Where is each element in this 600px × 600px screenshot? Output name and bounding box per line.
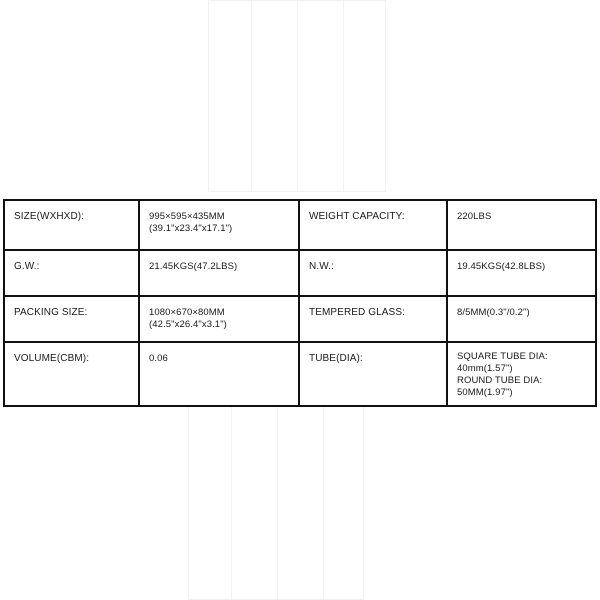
net-weight-value: 19.45KGS(42.8LBS) [447,250,596,296]
volume-value: 0.06 [139,342,299,406]
packing-size-label: PACKING SIZE: [4,296,139,342]
tempered-glass-label: TEMPERED GLASS: [299,296,447,342]
specification-table [3,199,597,407]
gross-weight-value: 21.45KGS(47.2LBS) [139,250,299,296]
background-packaging-strips-top [208,0,386,192]
size-value: 995×595×435MM (39.1"x23.4"x17.1") [139,200,299,250]
table-row [4,250,596,296]
tempered-glass-value: 8/5MM(0.3"/0.2") [447,296,596,342]
packing-size-value: 1080×670×80MM (42.5"x26.4"x3.1") [139,296,299,342]
weight-capacity-label: WEIGHT CAPACITY: [299,200,447,250]
table-row [4,296,596,342]
size-label: SIZE(WXHXD): [4,200,139,250]
net-weight-label: N.W.: [299,250,447,296]
table-row [4,342,596,406]
volume-label: VOLUME(CBM): [4,342,139,406]
table-row [4,200,596,250]
weight-capacity-value: 220LBS [447,200,596,250]
background-packaging-strips-bottom [188,405,364,600]
tube-dia-value: SQUARE TUBE DIA: 40mm(1.57") ROUND TUBE DIA: 50MM(1.97") [447,342,596,406]
gross-weight-label: G.W.: [4,250,139,296]
tube-dia-label: TUBE(DIA): [299,342,447,406]
